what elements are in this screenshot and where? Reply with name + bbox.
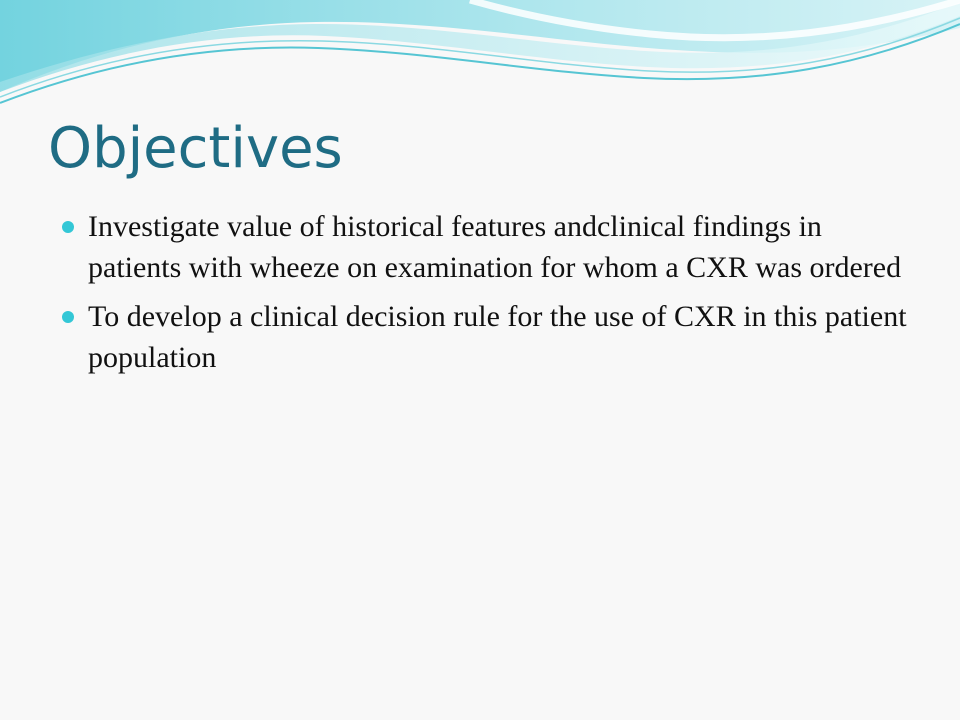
slide-title: Objectives (48, 116, 343, 181)
bullet-icon (62, 221, 74, 233)
bullet-icon (62, 311, 74, 323)
wave-header (0, 0, 960, 120)
objective-text: Investigate value of historical features andclinical findings in patients with wheeze on examination for whom a CXR was ordered (88, 210, 902, 284)
objective-text: To develop a clinical decision rule for the use of CXR in this patient population (88, 300, 907, 374)
objective-item (62, 206, 912, 288)
objective-item (62, 296, 912, 378)
objectives-list (62, 206, 912, 386)
